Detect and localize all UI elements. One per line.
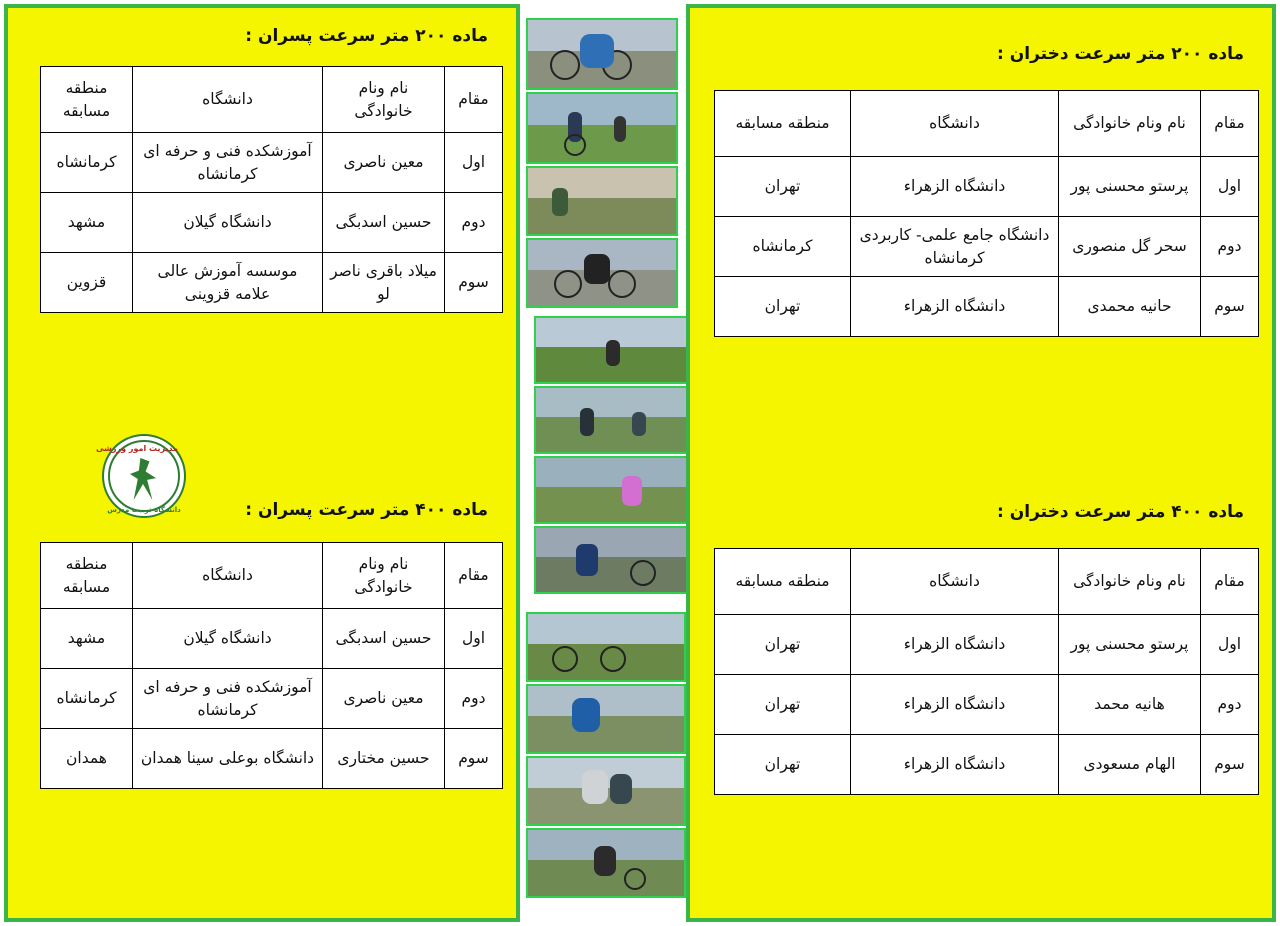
cell-name: پرستو محسنی پور xyxy=(1059,615,1201,675)
cell-name: حانیه محمدی xyxy=(1059,277,1201,337)
table-header-row xyxy=(715,91,1259,157)
photo-item xyxy=(526,756,686,826)
table-header-row xyxy=(41,67,503,133)
cell-region: تهران xyxy=(715,675,851,735)
section-title-girls-400m: ماده ۴۰۰ متر سرعت دختران : xyxy=(997,502,1244,522)
col-header-rank: مقام xyxy=(445,67,503,133)
cell-name: میلاد باقری ناصر لو xyxy=(323,253,445,313)
cell-rank: اول xyxy=(1201,615,1259,675)
photo-item xyxy=(526,828,686,898)
cell-rank: سوم xyxy=(1201,277,1259,337)
cell-name: معین ناصری xyxy=(323,133,445,193)
photo-item xyxy=(526,166,678,236)
col-header-rank: مقام xyxy=(1201,549,1259,615)
col-header-name: نام ونام خانوادگی xyxy=(1059,549,1201,615)
photo-item xyxy=(526,92,678,164)
cell-rank: سوم xyxy=(445,253,503,313)
table-row xyxy=(715,157,1259,217)
table-row xyxy=(41,729,503,789)
cell-rank: اول xyxy=(1201,157,1259,217)
cell-region: همدان xyxy=(41,729,133,789)
table-row xyxy=(41,609,503,669)
cell-name: حسین اسدبگی xyxy=(323,193,445,253)
cell-region: تهران xyxy=(715,615,851,675)
cell-university: دانشگاه جامع علمی- کاربردی کرمانشاه xyxy=(851,217,1059,277)
results-table-girls-400m xyxy=(714,548,1259,795)
photo-item xyxy=(526,684,686,754)
table-row xyxy=(41,669,503,729)
cell-university: دانشگاه گیلان xyxy=(133,609,323,669)
section-title-boys-200m: ماده ۲۰۰ متر سرعت پسران : xyxy=(245,26,488,46)
col-header-name: نام ونام خانوادگی xyxy=(1059,91,1201,157)
col-header-region: منطقه مسابقه xyxy=(41,67,133,133)
cell-university: دانشگاه بوعلی سینا همدان xyxy=(133,729,323,789)
table-row xyxy=(41,133,503,193)
cell-region: کرمانشاه xyxy=(715,217,851,277)
col-header-region: منطقه مسابقه xyxy=(715,549,851,615)
cell-university: دانشگاه الزهراء xyxy=(851,157,1059,217)
cell-name: الهام مسعودی xyxy=(1059,735,1201,795)
logo-bottom-text: دانشگاه تربیت مدرس xyxy=(107,506,181,514)
table-header-row xyxy=(41,543,503,609)
col-header-university: دانشگاه xyxy=(133,543,323,609)
col-header-region: منطقه مسابقه xyxy=(715,91,851,157)
cell-name: سحر گل منصوری xyxy=(1059,217,1201,277)
cell-rank: دوم xyxy=(445,669,503,729)
cell-university: دانشگاه الزهراء xyxy=(851,277,1059,337)
section-title-boys-400m: ماده ۴۰۰ متر سرعت پسران : xyxy=(245,500,488,520)
table-row xyxy=(715,675,1259,735)
cell-university: موسسه آموزش عالی علامه قزوینی xyxy=(133,253,323,313)
left-results-panel xyxy=(4,4,520,922)
organization-logo xyxy=(96,428,192,524)
col-header-rank: مقام xyxy=(1201,91,1259,157)
col-header-university: دانشگاه xyxy=(133,67,323,133)
cell-university: آموزشکده فنی و حرفه ای کرمانشاه xyxy=(133,669,323,729)
cell-university: دانشگاه الزهراء xyxy=(851,615,1059,675)
cell-name: حسین اسدبگی xyxy=(323,609,445,669)
photo-item xyxy=(526,18,678,90)
logo-top-text: مدیریت امور ورزشی xyxy=(95,444,178,453)
section-title-girls-200m: ماده ۲۰۰ متر سرعت دختران : xyxy=(997,44,1244,64)
table-row xyxy=(41,193,503,253)
photo-item xyxy=(534,386,700,454)
cell-region: تهران xyxy=(715,157,851,217)
table-row xyxy=(715,277,1259,337)
cell-university: دانشگاه الزهراء xyxy=(851,735,1059,795)
photo-item xyxy=(526,238,678,308)
col-header-university: دانشگاه xyxy=(851,91,1059,157)
cell-region: تهران xyxy=(715,277,851,337)
photo-item xyxy=(534,456,700,524)
cell-rank: دوم xyxy=(445,193,503,253)
col-header-region: منطقه مسابقه xyxy=(41,543,133,609)
col-header-university: دانشگاه xyxy=(851,549,1059,615)
table-row xyxy=(715,217,1259,277)
photo-collage-strip xyxy=(520,0,686,926)
cell-region: مشهد xyxy=(41,193,133,253)
cell-rank: دوم xyxy=(1201,217,1259,277)
cell-rank: اول xyxy=(445,133,503,193)
table-row xyxy=(715,735,1259,795)
table-row xyxy=(41,253,503,313)
col-header-name: نام ونام خانوادگی xyxy=(323,67,445,133)
col-header-name: نام ونام خانوادگی xyxy=(323,543,445,609)
col-header-rank: مقام xyxy=(445,543,503,609)
cell-rank: دوم xyxy=(1201,675,1259,735)
cell-rank: سوم xyxy=(445,729,503,789)
cell-region: کرمانشاه xyxy=(41,133,133,193)
cell-university: دانشگاه گیلان xyxy=(133,193,323,253)
table-header-row xyxy=(715,549,1259,615)
cell-university: دانشگاه الزهراء xyxy=(851,675,1059,735)
cell-region: کرمانشاه xyxy=(41,669,133,729)
cell-name: پرستو محسنی پور xyxy=(1059,157,1201,217)
results-table-boys-200m xyxy=(40,66,503,313)
right-results-panel xyxy=(686,4,1276,922)
cell-region: قزوین xyxy=(41,253,133,313)
cell-region: تهران xyxy=(715,735,851,795)
photo-item xyxy=(526,612,686,682)
cell-name: معین ناصری xyxy=(323,669,445,729)
cell-university: آموزشکده فنی و حرفه ای کرمانشاه xyxy=(133,133,323,193)
results-table-girls-200m xyxy=(714,90,1259,337)
cell-rank: سوم xyxy=(1201,735,1259,795)
results-table-boys-400m xyxy=(40,542,503,789)
cell-name: هانیه محمد xyxy=(1059,675,1201,735)
cell-region: مشهد xyxy=(41,609,133,669)
photo-item xyxy=(534,526,700,594)
table-row xyxy=(715,615,1259,675)
photo-item xyxy=(534,316,700,384)
cell-name: حسین مختاری xyxy=(323,729,445,789)
cell-rank: اول xyxy=(445,609,503,669)
